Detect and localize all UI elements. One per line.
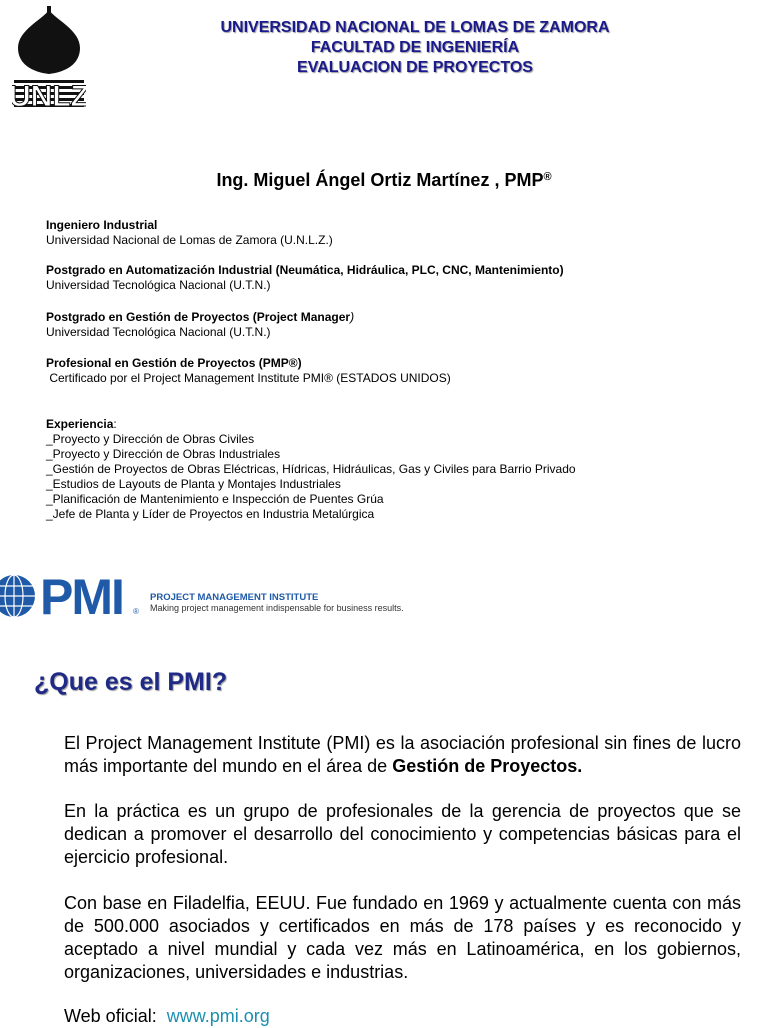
experience-label: Experiencia [46, 417, 114, 431]
credential-detail: Certificado por el Project Management Institute PMI® (ESTADOS UNIDOS) [46, 371, 451, 385]
header-line-3: EVALUACION DE PROYECTOS [297, 59, 533, 76]
pmi-tagline: Making project management indispensable for business results. [150, 603, 404, 613]
credential-title: Postgrado en Automatización Industrial (Neumática, Hidráulica, PLC, CNC, Mantenimiento) [46, 263, 564, 277]
pmi-name: PROJECT MANAGEMENT INSTITUTE [150, 592, 319, 603]
web-label: Web oficial: [64, 1006, 157, 1026]
credential-title: Ingeniero Industrial [46, 218, 158, 232]
globe-icon [0, 575, 35, 617]
unlz-logo-icon [12, 6, 86, 110]
experience-item: _Jefe de Planta y Líder de Proyectos en Industria Metalúrgica [46, 507, 375, 521]
credential-4 [46, 356, 746, 386]
pmi-logo-graphic [0, 572, 440, 618]
credential-1 [46, 218, 746, 248]
experience-item: _Gestión de Proyectos de Obras Eléctricas, Hídricas, Hidráulicas, Gas y Civiles para Barrio Privado [46, 462, 576, 476]
experience-item: _Planificación de Mantenimiento e Inspección de Puentes Grúa [46, 492, 384, 506]
credential-detail: Universidad Tecnológica Nacional (U.T.N.) [46, 325, 271, 339]
credential-2 [46, 263, 746, 293]
header-line-2: FACULTAD DE INGENIERÍA [310, 39, 520, 56]
credential-title: Profesional en Gestión de Proyectos (PMP®) [46, 356, 302, 370]
paragraph-1: El Project Management Institute (PMI) es la asociación profesional sin fines de lucro más importante del mundo en el área de Gestión de Proyectos. [64, 733, 741, 776]
credential-detail: Universidad Tecnológica Nacional (U.T.N.) [46, 278, 271, 292]
experience-item: _Estudios de Layouts de Planta y Montajes Industriales [46, 477, 341, 491]
pmi-website-link[interactable]: www.pmi.org [166, 1006, 270, 1026]
credential-detail: Universidad Nacional de Lomas de Zamora (U.N.L.Z.) [46, 233, 333, 247]
unlz-logo [12, 6, 86, 110]
unlz-logo-text: UNLZ [12, 80, 86, 110]
web-line [64, 1005, 270, 1028]
author-name: Ing. Miguel Ángel Ortiz Martínez , PMP® [216, 170, 552, 190]
experience-item: _Proyecto y Dirección de Obras Industriales [46, 447, 281, 461]
pmi-registered: ® [133, 607, 139, 616]
paragraph-2: En la práctica es un grupo de profesionales de la gerencia de proyectos que se dedican a promover el desarrollo del conocimiento y competencias básicas para el ejercicio profesional. [64, 801, 741, 867]
pmi-letters: PMI [40, 572, 123, 618]
registered-mark: ® [543, 171, 552, 183]
paragraph-3: Con base en Filadelfia, EEUU. Fue fundado en 1969 y actualmente cuenta con más de 500.000 asociados y certificados en más de 178 países y es reconocido y aceptado a nivel mundial y cada vez más en Latinoamérica, en los gobiernos, organizaciones, universidades e industrias. [64, 893, 741, 982]
section-title: ¿Que es el PMI? [34, 668, 228, 696]
header-line-1: UNIVERSIDAD NACIONAL DE LOMAS DE ZAMORA [220, 19, 610, 36]
credential-title: Postgrado en Gestión de Proyectos (Project Manager [46, 310, 351, 324]
pmi-logo [0, 572, 440, 618]
experience-section: Experiencia: _Proyecto y Dirección de Obras Civiles _Proyecto y Dirección de Obras Industriales _Gestión de Proyectos de Obras Eléctricas, Hídricas, Hidráulicas, Gas y Civiles para Barrio Privado _Estudios de Layouts de Planta y Montajes Industriales _Planificación de Mantenimiento e Inspección de Puentes Grúa _Jefe de Planta y Líder de Proyectos en Industria Metalúrgica [46, 417, 746, 522]
credential-3: Postgrado en Gestión de Proyectos (Project Manager) Universidad Tecnológica Nacional (U.T.N.) [46, 310, 746, 340]
experience-item: _Proyecto y Dirección de Obras Civiles [46, 432, 255, 446]
